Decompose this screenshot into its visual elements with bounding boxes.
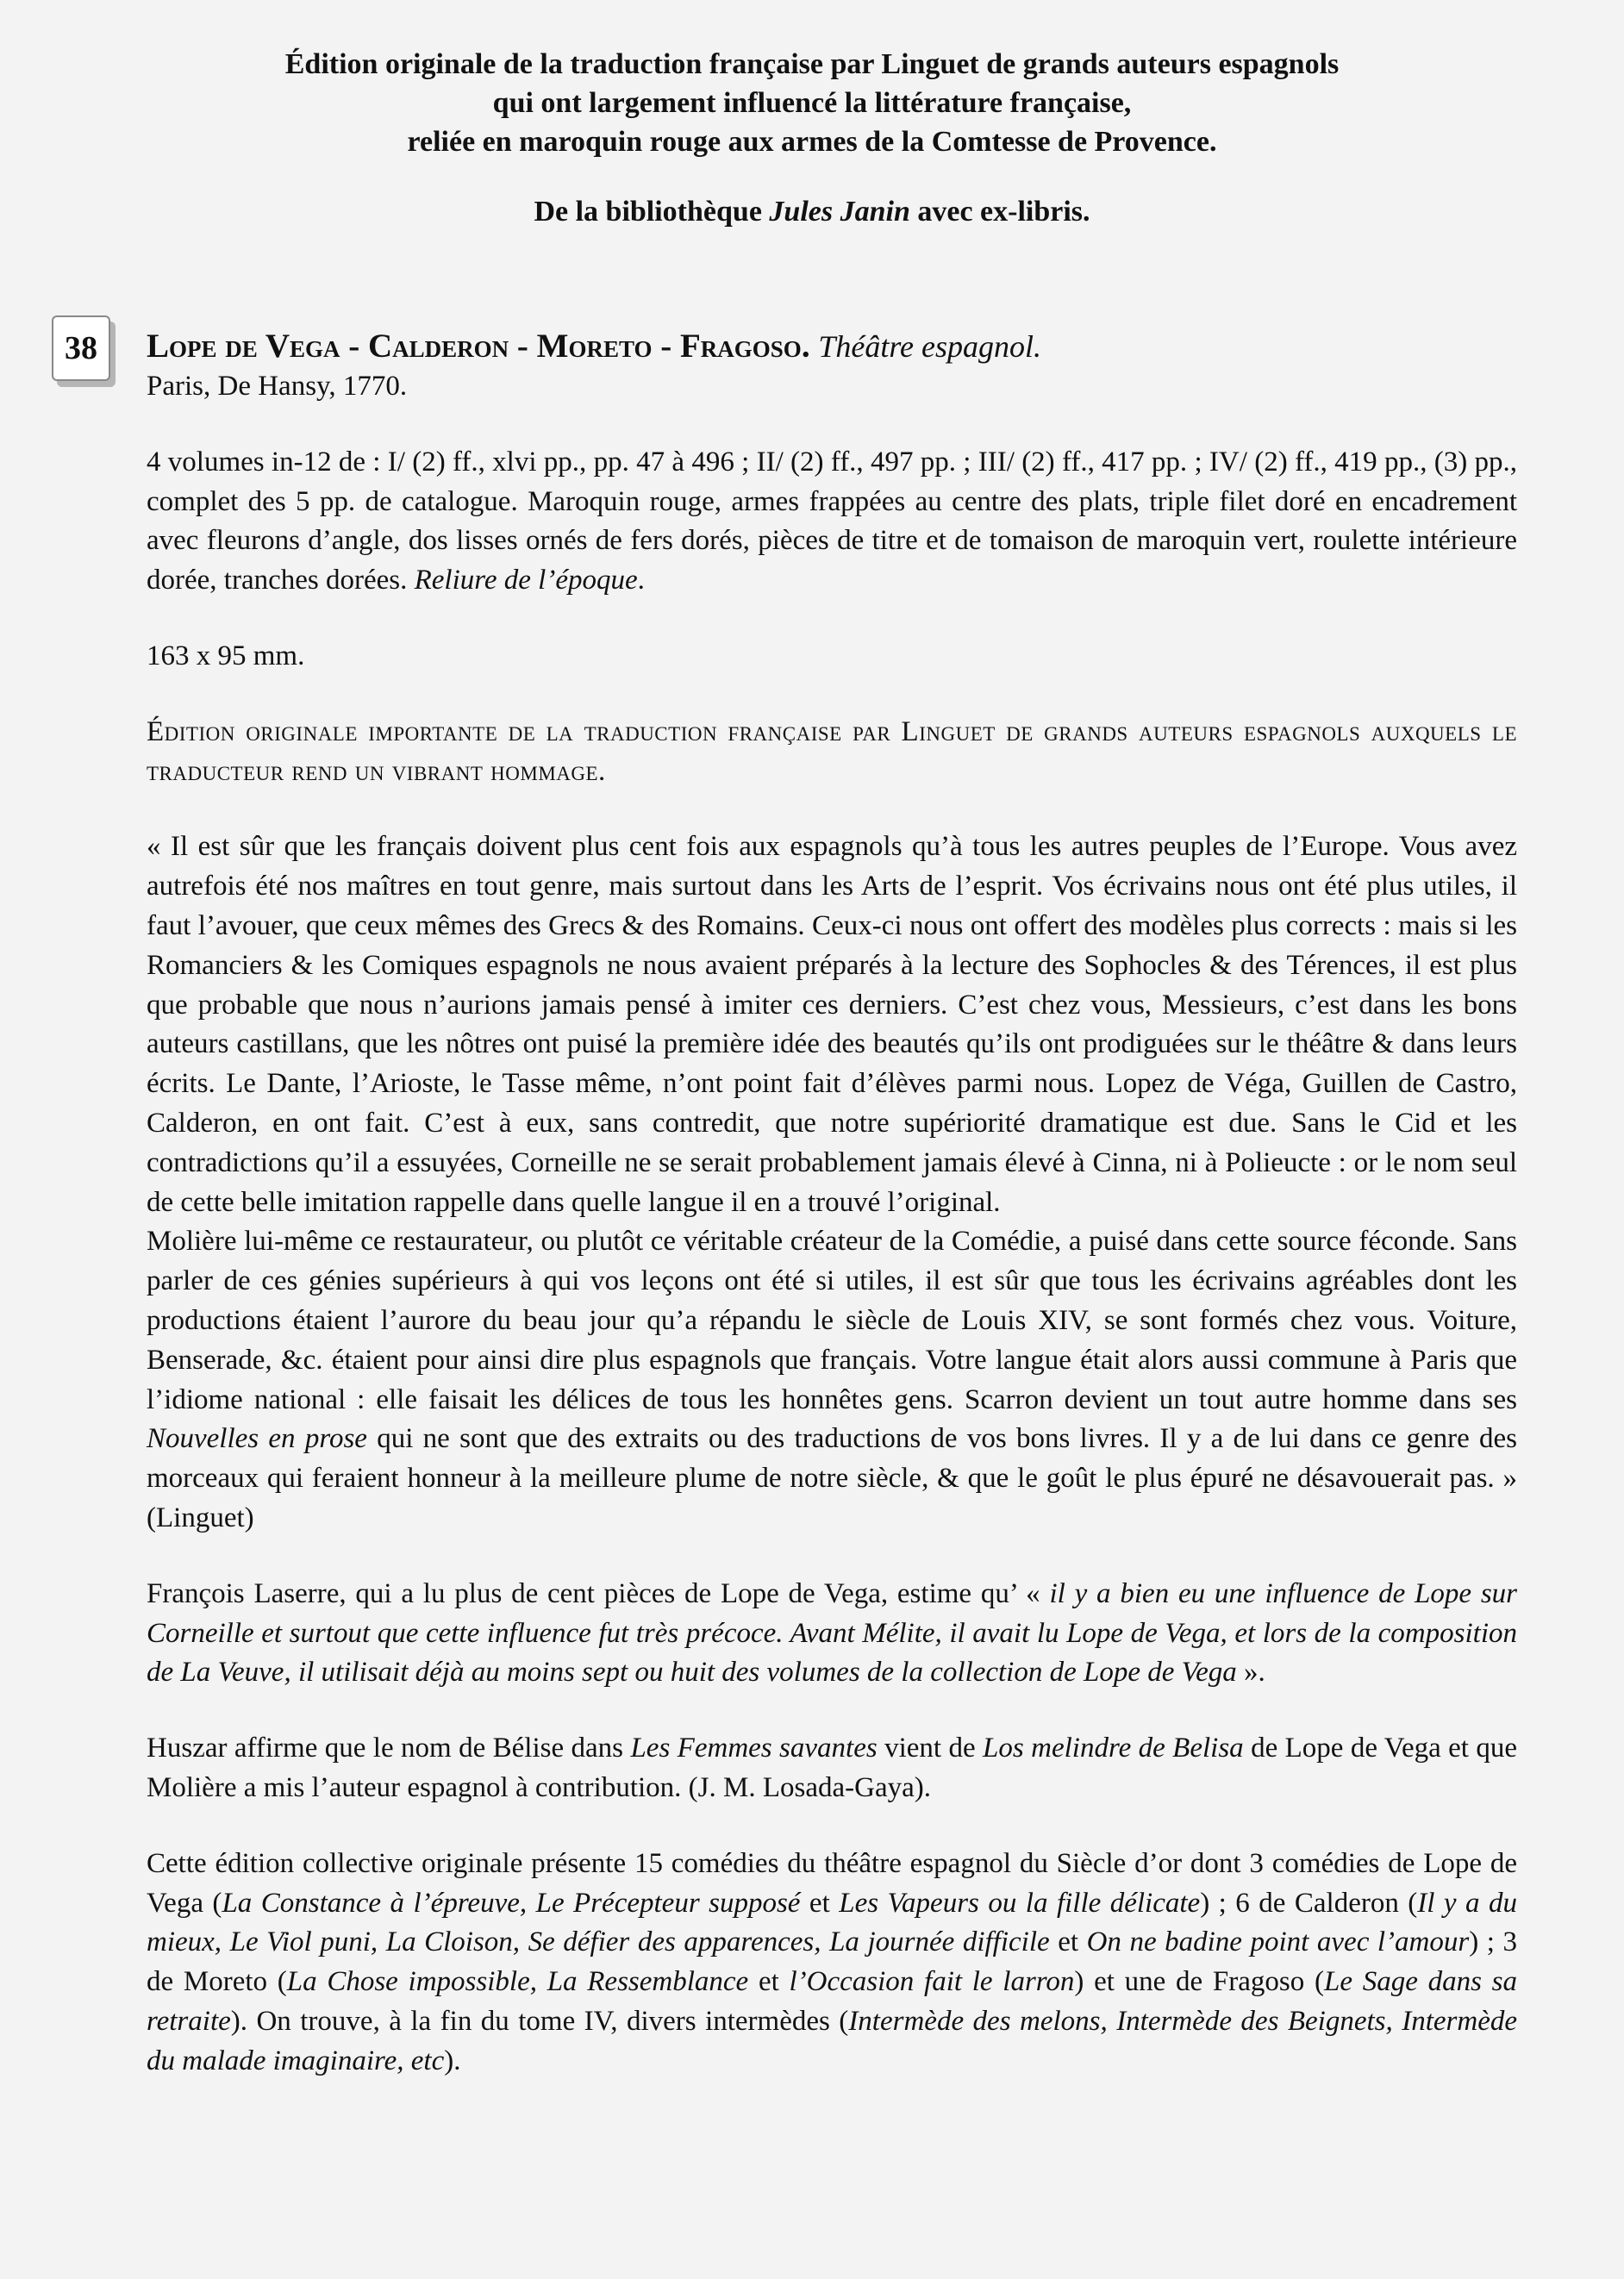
- header-line-3: reliée en maroquin rouge aux armes de la Comtesse de Provence.: [407, 126, 1217, 158]
- edition-text-d: et: [1049, 1926, 1087, 1958]
- huszar-text-b: vient de: [877, 1733, 984, 1764]
- lot-description: [147, 326, 1517, 2081]
- binding-end: .: [637, 565, 645, 596]
- quote-p2-text-a: Molière lui-même ce restaurateur, ou plutôt ce véritable créateur de la Comédie, a puisé dans cette source féconde. Sans parler de ces génies supérieurs à qui vos leçons ont été si utiles, il est sûr que tous les écrivains agréables dont les productions étaient l’aurore du beau jour qu’a répandu le siècle de Louis XIV, se sont formés chez vous. Voiture, Benserade, &c. étaient pour ainsi dire plus espagnols que français. Votre langue était alors aussi commune à Paris que l’idiome national : elle faisait les délices de tous les honnêtes gens. Scarron devient un tout autre homme dans ses: [147, 1226, 1517, 1415]
- quote-p2-italic: Nouvelles en prose: [147, 1423, 367, 1455]
- edition-text-a: Cette édition collective originale présente 15 comédies du théâtre espagnol du Siècle d’or dont 3 comédies de Lope de Vega (: [147, 1847, 1517, 1919]
- edition-text-f: et: [748, 1966, 790, 1998]
- laserre-paragraph: [147, 1575, 1517, 1693]
- binding-note: Reliure de l’époque: [414, 565, 638, 596]
- huszar-text-a: Huszar affirme que le nom de Bélise dans: [147, 1733, 631, 1764]
- lot-title: [147, 326, 1517, 367]
- dimensions: 163 x 95 mm.: [147, 640, 305, 671]
- section-heading: Édition originale importante de la traduction française par Linguet de grands auteurs espagnols auxquels le traducteur rend un vibrant hommage.: [147, 715, 1517, 787]
- collation-paragraph: [147, 443, 1517, 601]
- header-line-2: qui ont largement influencé la littérature française,: [492, 87, 1132, 119]
- edition-italic-1: La Constance à l’épreuve, Le Précepteur supposé: [222, 1887, 801, 1919]
- huszar-paragraph: [147, 1729, 1517, 1808]
- lot-number-badge: 38: [52, 315, 110, 381]
- edition-text-b: et: [800, 1887, 840, 1919]
- huszar-text-c: de Lope de Vega et que Molière a mis l’auteur espagnol à contribution. (J. M. Losada-Gaya).: [147, 1733, 1518, 1803]
- lot-imprint: Paris, De Hansy, 1770.: [147, 371, 408, 402]
- edition-text-e: ) ; 3 de Moreto (: [147, 1926, 1517, 1998]
- edition-italic-7: Le Sage dans sa retraite: [147, 1966, 1517, 2037]
- laserre-italic: il y a bien eu une influence de Lope sur Corneille et surtout que cette influence fut très précoce. Avant Mélite, il avait lu Lope de Vega, et lors de la composition de La Veuve, il utilisait déjà au moins sept ou huit des volumes de la collection de Lope de Vega: [147, 1577, 1517, 1689]
- collation-text: 4 volumes in-12 de : I/ (2) ff., xlvi pp., pp. 47 à 496 ; II/ (2) ff., 497 pp. ; III/ (2) ff., 417 pp. ; IV/ (2) ff., 419 pp., (3) pp., complet des 5 pp. de catalogue. Maroquin rouge, armes frappées au centre des plats, triple filet doré en encadrement avec fleurons d’angle, dos lisses ornés de fers dorés, pièces de titre et de tomaison de maroquin vert, roulette intérieure dorée, tranches dorées.: [147, 446, 1517, 596]
- lot-authors: Lope de Vega - Calderon - Moreto - Fragoso.: [147, 328, 810, 365]
- edition-text-c: ) ; 6 de Calderon (: [1200, 1887, 1418, 1919]
- huszar-italic-2: Los melindre de Belisa: [983, 1733, 1244, 1764]
- provenance-text-a: De la bibliothèque: [534, 196, 770, 228]
- laserre-text-b: ».: [1236, 1657, 1265, 1689]
- header-line-1: Édition originale de la traduction française par Linguet de grands auteurs espagnols: [284, 48, 1340, 80]
- huszar-italic-1: Les Femmes savantes: [630, 1733, 878, 1764]
- edition-italic-5: La Chose impossible, La Ressemblance: [286, 1966, 749, 1998]
- edition-paragraph: [147, 1845, 1517, 2082]
- laserre-text-a: François Laserre, qui a lu plus de cent pièces de Lope de Vega, estime qu’ «: [147, 1577, 1050, 1609]
- quote-paragraph-1: « Il est sûr que les français doivent plus cent fois aux espagnols qu’à tous les autres peuples de l’Europe. Vous avez autrefois été nos maîtres en tout genre, mais surtout dans les Arts de l’esprit. Vos écrivains nous ont été plus utiles, il faut l’avouer, que ceux mêmes des Grecs & des Romains. Ceux-ci nous ont offert des modèles plus corrects : mais si les Romanciers & les Comiques espagnols ne nous avaient préparés à la lecture des Sophocles & des Térences, il est plus que probable que nous n’aurions jamais pensé à imiter ces derniers. C’est chez vous, Messieurs, c’est dans les bons auteurs castillans, que les nôtres ont puisé la première idée des beautés qu’ils ont prodiguées sur le théâtre & dans leurs écrits. Le Dante, l’Arioste, le Tasse même, n’ont point fait d’élèves parmi nous. Lopez de Véga, Guillen de Castro, Calderon, en ont fait. C’est à eux, sans contredit, que notre supériorité dramatique est due. Sans le Cid et les contradictions qu’il a essuyées, Corneille ne se serait probablement jamais élevé à Cinna, ni à Polieucte : or le nom seul de cette belle imitation rappelle dans quelle langue il en a trouvé l’original.: [147, 831, 1517, 1218]
- edition-text-g: ) et une de Fragoso (: [1074, 1966, 1324, 1998]
- edition-italic-3: Il y a du mieux, Le Viol puni, La Cloison, Se défier des apparences, La journée difficile: [147, 1887, 1518, 1958]
- edition-text-h: ). On trouve, à la fin du tome IV, divers intermèdes (: [230, 2005, 849, 2037]
- provenance-text-b: avec ex-libris.: [909, 196, 1090, 228]
- edition-italic-6: l’Occasion fait le larron: [789, 1966, 1075, 1998]
- page-header: [0, 45, 1624, 231]
- header-provenance: [0, 192, 1624, 231]
- edition-italic-8: Intermède des melons, Intermède des Beignets, Intermède du malade imaginaire, etc: [147, 2005, 1517, 2076]
- lot-work-title: Théâtre espagnol.: [818, 329, 1041, 364]
- provenance-name: Jules Janin: [769, 196, 910, 228]
- quote-paragraph-2: [147, 1222, 1517, 1538]
- edition-italic-2: Les Vapeurs ou la fille délicate: [839, 1887, 1201, 1919]
- edition-italic-4: On ne badine point avec l’amour: [1086, 1926, 1470, 1958]
- quote-p2-text-b: qui ne sont que des extraits ou des traductions de vos bons livres. Il y a de lui dans ce genre des morceaux qui feraient honneur à la meilleure plume de notre siècle, & que le goût le plus épuré ne désavouerait pas. » (Linguet): [147, 1423, 1517, 1533]
- edition-text-i: ).: [444, 2045, 461, 2076]
